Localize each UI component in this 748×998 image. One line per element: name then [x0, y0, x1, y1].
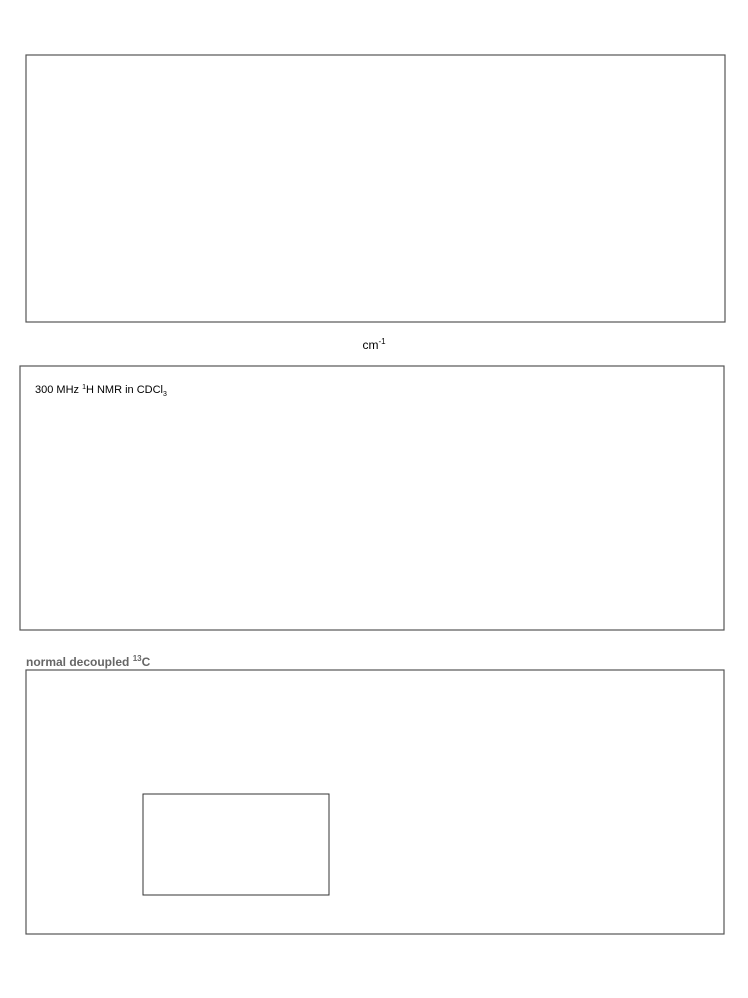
cnmr-title: normal decoupled $^{13}$C [26, 654, 151, 669]
ir-x-label: $cm^{-1}$ [362, 337, 386, 352]
cnmr-frame [26, 670, 724, 934]
proposed-structure-box[interactable] [143, 794, 329, 895]
hnmr-frame [20, 366, 724, 630]
ir-frame [26, 55, 725, 322]
hnmr-subtitle-1: 300 MHz $^1$H NMR in CDCl$_3$ [35, 384, 167, 398]
